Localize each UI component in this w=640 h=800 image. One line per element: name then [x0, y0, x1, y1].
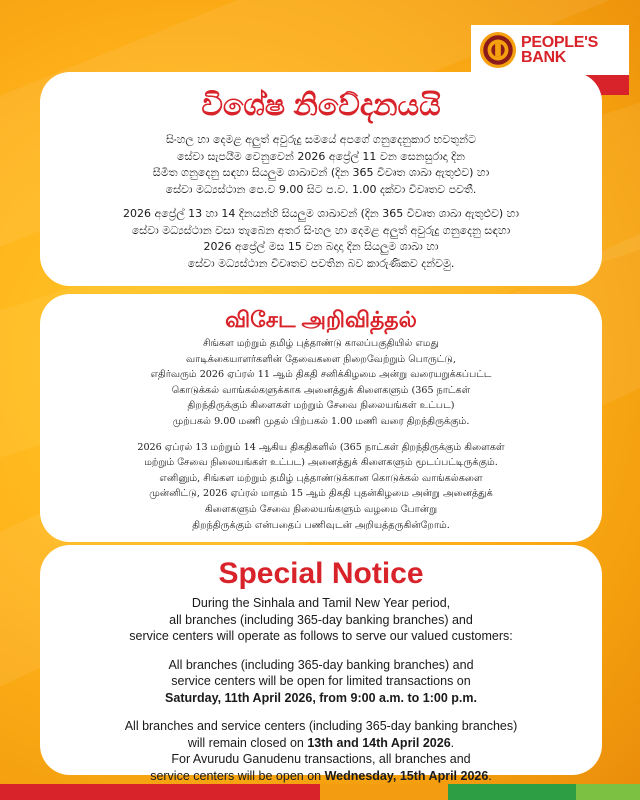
text-line: கொடுக்கல் வாங்கல்களுக்காக அனைத்துக் கிளைகளும் (365 நாட்கள்: [171, 384, 471, 396]
stripe-segment: [320, 784, 448, 800]
wednesday-open-text: Wednesday, 15th April 2026: [324, 768, 489, 783]
text-line: மற்றும் சேவை நிலையங்கள் உட்பட) அனைத்துக் கிளைகளும் மூடப்பட்டிருக்கும்.: [144, 457, 498, 469]
text-line: திறந்திருக்கும் கிளைகள் மற்றும் சேவை நிலையங்கள் உட்பட): [187, 400, 455, 412]
text-segment: .: [450, 735, 455, 750]
text-line: All branches and service centers (including 365-day banking branches): [124, 719, 518, 733]
text-line: 2026 ஏப்ரல் 13 மற்றும் 14 ஆகிய திகதிகளில் (365 நாட்கள் திறந்திருக்கும் கிளைகள்: [137, 441, 505, 453]
saturday-hours-text: Saturday, 11th April 2026, from 9:00 a.m. to 1:00 p.m.: [165, 690, 477, 705]
text-line: For Avurudu Ganudenu transactions, all branches and: [171, 752, 471, 766]
sinhala-notice-title: විශේෂ නිවේදනයයි: [201, 89, 441, 122]
tamil-notice-card: [40, 294, 602, 542]
sinhala-paragraph-2: [40, 206, 602, 272]
text-line: During the Sinhala and Tamil New Year period,: [191, 596, 451, 610]
logo-text-line1: PEOPLE'S: [521, 34, 598, 51]
text-line: [40, 735, 602, 752]
text-segment: service centers will be open on: [150, 768, 325, 783]
sinhala-paragraph-1: [40, 132, 602, 198]
english-notice-card: [40, 545, 602, 783]
text-line: සේවා මධ්‍යස්ථාන වසා තැබෙන අතර සිංහල හා දෙමළ අලුත් අවුරුදු ගනුදෙනු සඳහා: [131, 223, 511, 237]
text-line: எதிர்வரும் 2026 ஏப்ரல் 11 ஆம் திகதி சனிக்கிழமை அன்று வரையறுக்கப்பட்ட: [150, 369, 492, 381]
text-line: கிளைகளும் சேவை நிலையங்களும் வழமை போன்று: [204, 503, 438, 515]
stripe-segment: [0, 784, 320, 800]
text-line: சிங்கள மற்றும் தமிழ் புத்தாண்டு காலப்பகுதியில் எமது: [203, 338, 439, 349]
logo-text-line2: BANK: [521, 49, 567, 66]
text-segment: will remain closed on: [187, 735, 308, 750]
closed-dates-text: 13th and 14th April 2026: [307, 735, 451, 750]
bottom-color-stripe: [0, 784, 640, 800]
english-notice-title: Special Notice: [218, 557, 424, 590]
stripe-segment: [448, 784, 576, 800]
bank-seal-icon: [479, 31, 517, 69]
sinhala-notice-card: [40, 72, 602, 286]
text-line: முன்னிட்டு, 2026 ஏப்ரல் மாதம் 15 ஆம் திகதி புதன்கிழமை அன்று அனைத்துக்: [149, 488, 493, 500]
text-line: All branches (including 365-day banking branches) and: [168, 657, 474, 672]
text-line: සේවා මධ්‍යස්ථාන විවෘතව පවතින බව කාරුණිකව දන්වමු.: [187, 256, 455, 270]
text-line: 2026 අප්‍රේල් මස 15 වන බදාදා දින සියලුම ශාඛා හා: [203, 240, 439, 253]
text-line: வாடிக்கையாளர்களின் தேவைகளை நிறைவேற்றும் பொருட்டு,: [185, 353, 457, 365]
stripe-segment: [576, 784, 640, 800]
text-line: සේවා සැපයීම වෙනුවෙන් 2026 අප්‍රේල් 11 වන සෙනසුරාදා දින: [177, 149, 465, 163]
text-line: සේවා මධ්‍යස්ථාන පෙ.ව 9.00 සිට ප.ව. 1.00 දක්වා විවෘතව පවතී.: [165, 182, 477, 196]
english-paragraph-2: [40, 657, 602, 707]
tamil-paragraph-1: [40, 336, 602, 430]
tamil-notice-title: விசேட அறிவித்தல்: [225, 307, 417, 332]
text-line: service centers will be open for limited transactions on: [171, 674, 471, 688]
text-line: all branches (including 365-day banking branches) and: [169, 612, 473, 627]
text-line: [40, 768, 602, 785]
text-line: முற்பகல் 9.00 மணி முதல் பிற்பகல் 1.00 மணி வரை திறந்திருக்கும்.: [172, 415, 470, 427]
text-line: 2026 අප්‍රේල් 13 හා 14 දිනයන්හි සියලුම ශාඛාවන් (දින 365 විවෘත ශාඛා ඇතුළුව) හා: [123, 207, 519, 220]
english-paragraph-3: [40, 718, 602, 784]
text-line: எனினும், சிங்கள மற்றும் தமிழ் புத்தாண்டுக்கான கொடுக்கல் வாங்கல்களை: [159, 472, 483, 484]
text-line: සීමිත ගනුදෙනු සඳහා සියලුම ශාඛාවන් (දින 365 විවෘත ශාඛා ඇතුළුව) හා: [152, 166, 490, 179]
english-paragraph-1: [40, 595, 602, 645]
text-line: திறந்திருக்கும் என்பதைப் பணிவுடன் அறியத்தருகின்றோம்.: [192, 519, 450, 531]
tamil-paragraph-2: [40, 440, 602, 534]
text-segment: .: [488, 768, 492, 783]
text-line: සිංහල හා දෙමළ අලුත් අවුරුදු සමයේ අපගේ ගනුදෙනුකාර භවතුන්ට: [166, 133, 476, 146]
text-line: service centers will operate as follows to serve our valued customers:: [129, 629, 513, 643]
